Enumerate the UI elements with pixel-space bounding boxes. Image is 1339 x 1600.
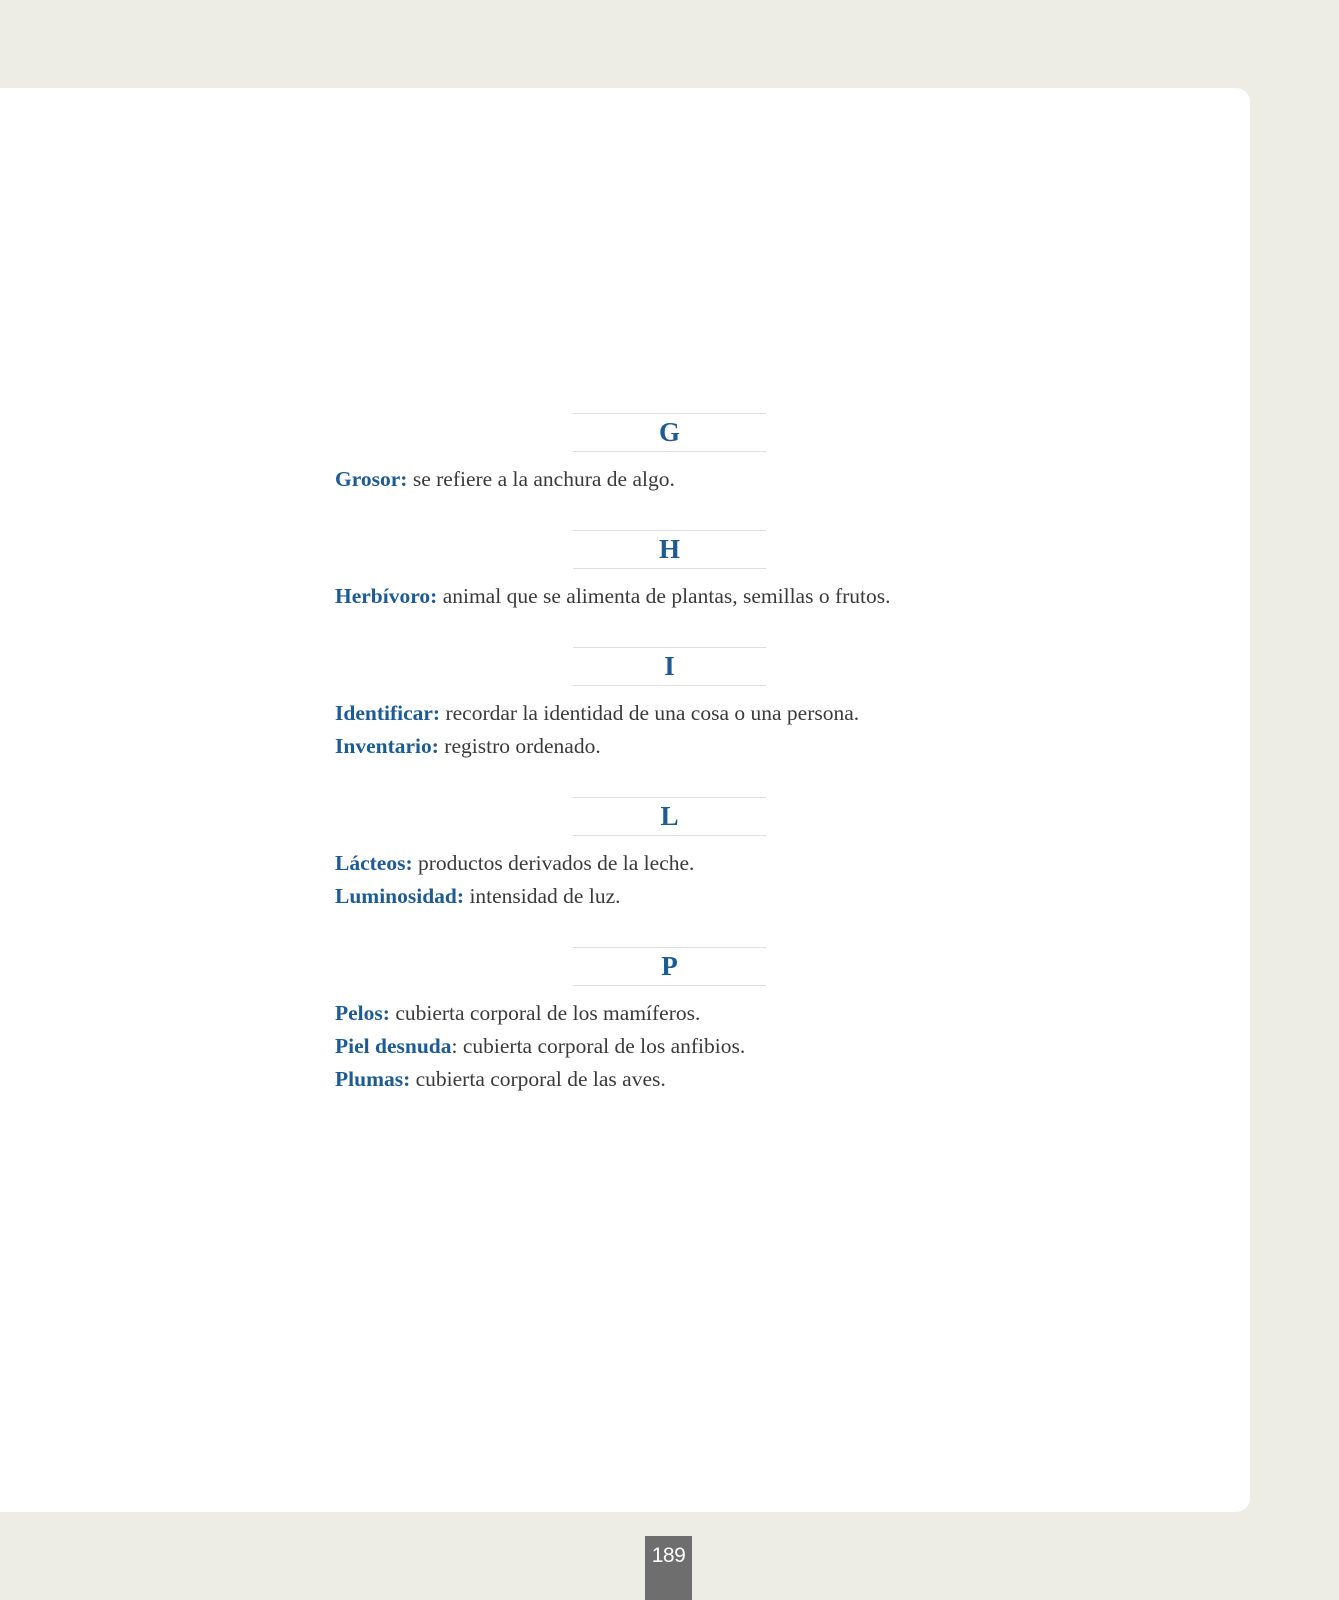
glossary-entry bbox=[335, 730, 1095, 763]
entry-definition: se refiere a la anchura de algo. bbox=[407, 467, 675, 491]
glossary-section-h bbox=[335, 530, 1095, 613]
letter-header bbox=[573, 530, 766, 569]
entry-list bbox=[335, 847, 1095, 913]
glossary-entry bbox=[335, 1030, 1095, 1063]
letter-header bbox=[573, 947, 766, 986]
entry-definition: : cubierta corporal de los anfibios. bbox=[451, 1034, 746, 1058]
section-letter: I bbox=[664, 651, 675, 681]
entry-definition: intensidad de luz. bbox=[464, 884, 621, 908]
entry-list bbox=[335, 580, 1095, 613]
glossary-entry bbox=[335, 880, 1095, 913]
entry-term: Lácteos: bbox=[335, 851, 413, 875]
entry-definition: registro ordenado. bbox=[438, 734, 601, 758]
entry-definition: animal que se alimenta de plantas, semillas o frutos. bbox=[437, 584, 891, 608]
glossary-section-i bbox=[335, 647, 1095, 763]
letter-header bbox=[573, 647, 766, 686]
glossary-entry bbox=[335, 697, 1095, 730]
glossary-section-l bbox=[335, 797, 1095, 913]
section-letter: H bbox=[658, 534, 680, 564]
glossary-section-p bbox=[335, 947, 1095, 1096]
entry-term: Identificar: bbox=[335, 701, 441, 725]
entry-definition: cubierta corporal de los mamíferos. bbox=[389, 1001, 701, 1025]
letter-header bbox=[573, 797, 766, 836]
section-letter: L bbox=[660, 801, 679, 831]
entry-definition: recordar la identidad de una cosa o una persona. bbox=[440, 701, 860, 725]
section-letter: G bbox=[658, 417, 680, 447]
glossary-entry bbox=[335, 463, 1095, 496]
entry-term: Pelos: bbox=[335, 1001, 390, 1025]
glossary-entry bbox=[335, 997, 1095, 1030]
entry-definition: productos derivados de la leche. bbox=[412, 851, 695, 875]
entry-term: Piel desnuda bbox=[335, 1034, 452, 1058]
entry-term: Luminosidad: bbox=[335, 884, 465, 908]
entry-term: Inventario: bbox=[335, 734, 439, 758]
entry-term: Plumas: bbox=[335, 1067, 411, 1091]
entry-term: Grosor: bbox=[335, 467, 408, 491]
page-number: 189 bbox=[645, 1536, 692, 1600]
glossary bbox=[335, 413, 1095, 1096]
glossary-entry bbox=[335, 1063, 1095, 1096]
letter-header bbox=[573, 413, 766, 452]
entry-term: Herbívoro: bbox=[335, 584, 438, 608]
glossary-section-g bbox=[335, 413, 1095, 496]
section-letter: P bbox=[661, 951, 678, 981]
glossary-entry bbox=[335, 580, 1095, 613]
entry-list bbox=[335, 463, 1095, 496]
entry-list bbox=[335, 997, 1095, 1096]
glossary-entry bbox=[335, 847, 1095, 880]
entry-list bbox=[335, 697, 1095, 763]
entry-definition: cubierta corporal de las aves. bbox=[410, 1067, 666, 1091]
